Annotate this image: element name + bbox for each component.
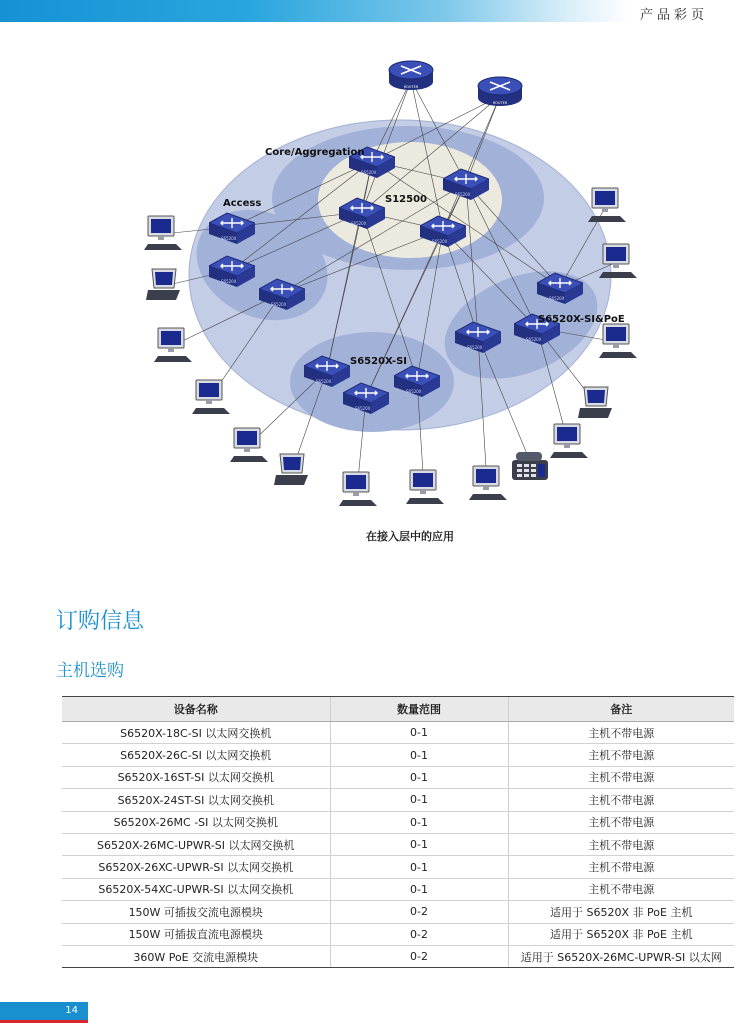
- desktop-pc-icon: [550, 424, 588, 458]
- table-row: [62, 901, 734, 923]
- desktop-pc-icon: [469, 466, 507, 500]
- device-name-cell: S6520X-18C-SI 以太网交换机: [62, 722, 330, 744]
- device-name-cell: S6520X-26C-SI 以太网交换机: [62, 744, 330, 766]
- desktop-pc-icon: [406, 470, 444, 504]
- ip-phone-icon: [512, 452, 548, 480]
- table-row: [62, 878, 734, 900]
- diagram-caption: 在接入层中的应用: [366, 530, 454, 543]
- device-name-cell: S6520X-26MC -SI 以太网交换机: [62, 811, 330, 833]
- note-cell: 适用于 S6520X-26MC-UPWR-SI 以太网: [508, 945, 734, 967]
- section-subtitle: 主机选购: [56, 661, 124, 681]
- s6520x-si-poe-label: S6520X-SI&PoE: [538, 314, 625, 325]
- note-cell: 主机不带电源: [508, 744, 734, 766]
- desktop-pc-icon: [144, 216, 182, 250]
- table-row: [62, 722, 734, 744]
- access-label: Access: [223, 198, 262, 209]
- table-row: [62, 744, 734, 766]
- note-cell: 主机不带电源: [508, 811, 734, 833]
- router-label: ROUTER: [492, 101, 508, 105]
- column-header: 设备名称: [62, 697, 330, 722]
- quantity-range-cell: 0-1: [330, 744, 508, 766]
- desktop-pc-icon: [339, 472, 377, 506]
- desktop-pc-icon: [230, 428, 268, 462]
- quantity-range-cell: 0-1: [330, 878, 508, 900]
- desktop-pc-icon: [599, 324, 637, 358]
- table-row: [62, 923, 734, 945]
- quantity-range-cell: 0-2: [330, 923, 508, 945]
- page-number: 14: [0, 1002, 88, 1020]
- device-name-cell: S6520X-16ST-SI 以太网交换机: [62, 766, 330, 788]
- device-name-cell: S6520X-26XC-UPWR-SI 以太网交换机: [62, 856, 330, 878]
- laptop-icon: [274, 454, 308, 485]
- column-header: 备注: [508, 697, 734, 722]
- note-cell: 主机不带电源: [508, 833, 734, 855]
- laptop-icon: [146, 269, 180, 300]
- header-section-label: 产品彩页: [640, 8, 709, 23]
- s6520x-si-label: S6520X-SI: [350, 356, 408, 367]
- quantity-range-cell: 0-1: [330, 833, 508, 855]
- note-cell: 主机不带电源: [508, 766, 734, 788]
- quantity-range-cell: 0-1: [330, 856, 508, 878]
- table-row: [62, 789, 734, 811]
- s12500-label: S12500: [385, 194, 427, 205]
- quantity-range-cell: 0-1: [330, 722, 508, 744]
- quantity-range-cell: 0-2: [330, 945, 508, 967]
- note-cell: 适用于 S6520X 非 PoE 主机: [508, 923, 734, 945]
- quantity-range-cell: 0-1: [330, 811, 508, 833]
- section-title: 订购信息: [56, 609, 145, 634]
- column-header: 数量范围: [330, 697, 508, 722]
- header-gradient-bar: [0, 0, 630, 22]
- desktop-pc-icon: [599, 244, 637, 278]
- quantity-range-cell: 0-1: [330, 766, 508, 788]
- note-cell: 主机不带电源: [508, 789, 734, 811]
- table-header-row: [62, 697, 734, 722]
- device-name-cell: 150W 可插拔直流电源模块: [62, 923, 330, 945]
- device-name-cell: S6520X-54XC-UPWR-SI 以太网交换机: [62, 878, 330, 900]
- table-row: [62, 945, 734, 967]
- note-cell: 主机不带电源: [508, 722, 734, 744]
- table-row: [62, 811, 734, 833]
- note-cell: 主机不带电源: [508, 878, 734, 900]
- device-name-cell: S6520X-24ST-SI 以太网交换机: [62, 789, 330, 811]
- note-cell: 适用于 S6520X 非 PoE 主机: [508, 901, 734, 923]
- desktop-pc-icon: [588, 188, 626, 222]
- core-aggregation-label: Core/Aggregation: [265, 147, 365, 158]
- quantity-range-cell: 0-1: [330, 789, 508, 811]
- desktop-pc-icon: [154, 328, 192, 362]
- desktop-pc-icon: [192, 380, 230, 414]
- network-diagram: [0, 40, 750, 560]
- device-name-cell: 360W PoE 交流电源模块: [62, 945, 330, 967]
- device-name-cell: 150W 可插拔交流电源模块: [62, 901, 330, 923]
- ordering-table: [62, 696, 734, 968]
- device-name-cell: S6520X-26MC-UPWR-SI 以太网交换机: [62, 833, 330, 855]
- laptop-icon: [578, 387, 612, 418]
- table-row: [62, 856, 734, 878]
- quantity-range-cell: 0-2: [330, 901, 508, 923]
- table-row: [62, 833, 734, 855]
- table-row: [62, 766, 734, 788]
- note-cell: 主机不带电源: [508, 856, 734, 878]
- router-label: ROUTER: [403, 85, 419, 89]
